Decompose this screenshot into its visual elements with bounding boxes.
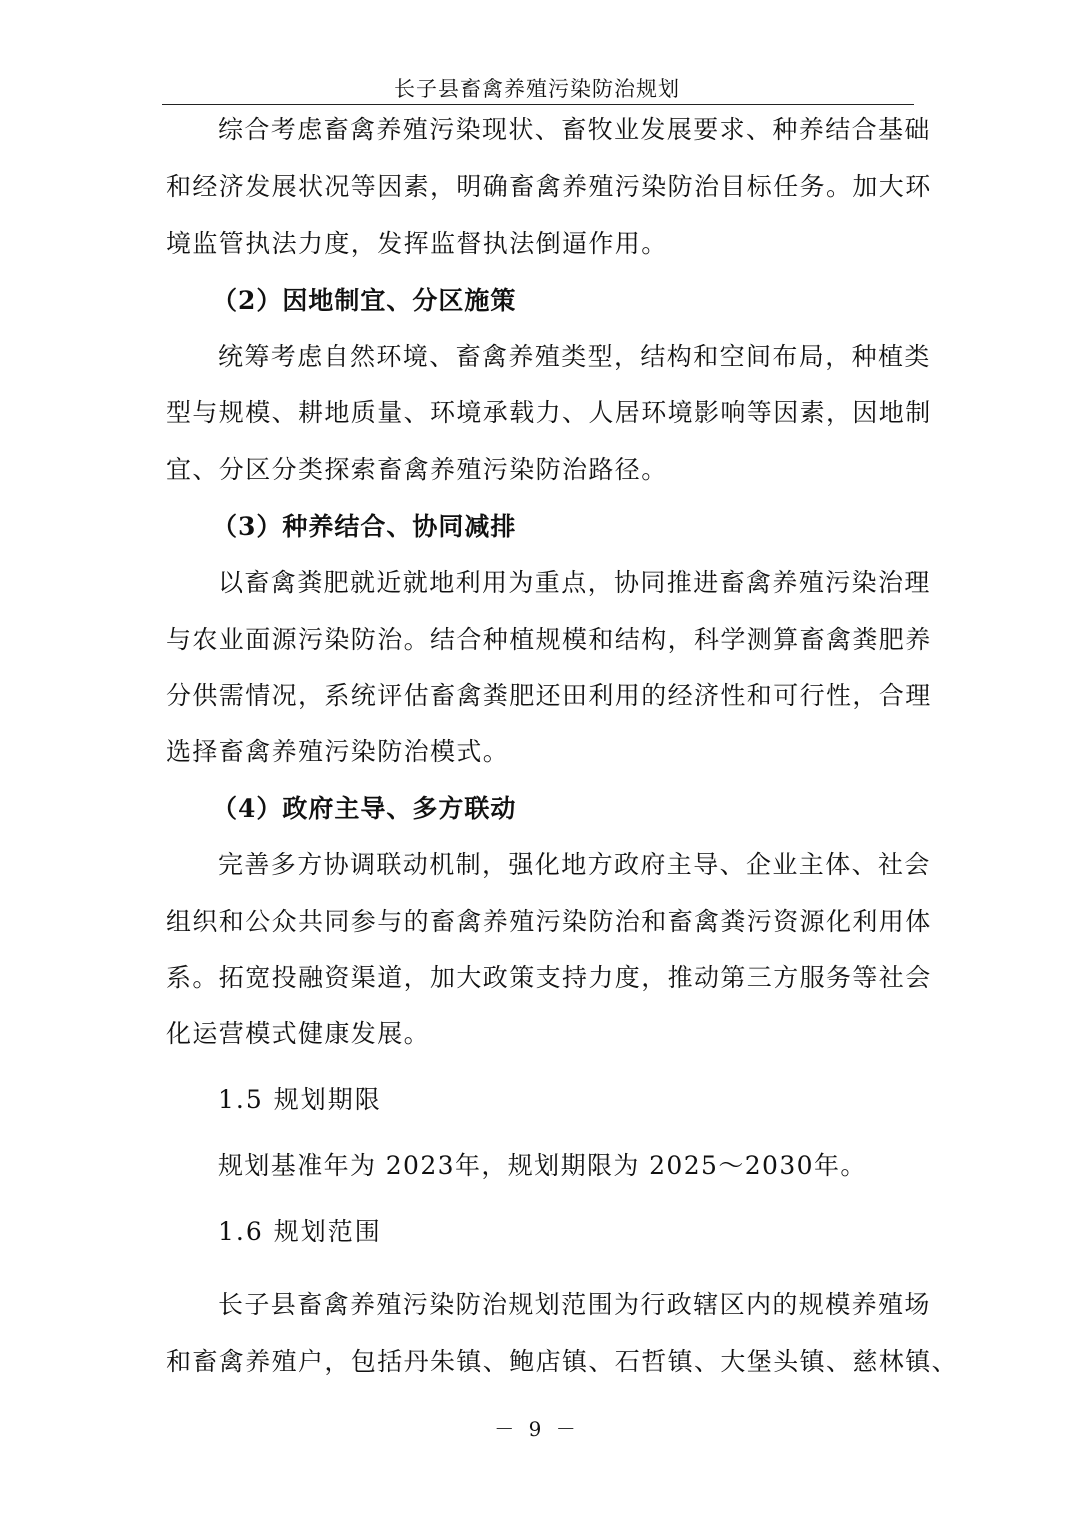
section-heading-1-6: 1.6 规划范围 [218,1217,382,1246]
subheading-4: （4）政府主导、多方联动 [212,794,517,823]
paragraph-line: 选择畜禽养殖污染防治模式。 [166,737,510,766]
paragraph-line: 规划基准年为 2023年，规划期限为 2025～2030年。 [218,1151,867,1180]
paragraph-line: 系。拓宽投融资渠道，加大政策支持力度，推动第三方服务等社会 [166,963,932,992]
header-divider [162,104,914,105]
paragraph-line: 分供需情况，系统评估畜禽粪肥还田利用的经济性和可行性，合理 [166,681,932,710]
subheading-2: （2）因地制宜、分区施策 [212,286,517,315]
paragraph-line: 长子县畜禽养殖污染防治规划范围为行政辖区内的规模养殖场 [218,1290,931,1319]
paragraph-line: 完善多方协调联动机制，强化地方政府主导、企业主体、社会 [218,850,931,879]
paragraph-line: 统筹考虑自然环境、畜禽养殖类型，结构和空间布局，种植类 [218,342,931,371]
paragraph-line: 型与规模、耕地质量、环境承载力、人居环境影响等因素，因地制 [166,398,932,427]
paragraph-line: 宜、分区分类探索畜禽养殖污染防治路径。 [166,455,668,484]
subheading-3: （3）种养结合、协同减排 [212,512,517,541]
running-header: 长子县畜禽养殖污染防治规划 [394,77,680,101]
page-number: － 9 － [494,1417,580,1441]
paragraph-line: 综合考虑畜禽养殖污染现状、畜牧业发展要求、种养结合基础 [218,115,931,144]
paragraph-line: 和经济发展状况等因素，明确畜禽养殖污染防治目标任务。加大环 [166,172,932,201]
paragraph-line: 以畜禽粪肥就近就地利用为重点，协同推进畜禽养殖污染治理 [218,568,931,597]
paragraph-line: 组织和公众共同参与的畜禽养殖污染防治和畜禽粪污资源化利用体 [166,907,932,936]
paragraph-line: 境监管执法力度，发挥监督执法倒逼作用。 [166,229,668,258]
paragraph-line: 化运营模式健康发展。 [166,1019,431,1048]
paragraph-line: 与农业面源污染防治。结合种植规模和结构，科学测算畜禽粪肥养 [166,625,932,654]
paragraph-line: 和畜禽养殖户，包括丹朱镇、鲍店镇、石哲镇、大堡头镇、慈林镇、 [166,1347,959,1376]
section-heading-1-5: 1.5 规划期限 [218,1085,382,1114]
